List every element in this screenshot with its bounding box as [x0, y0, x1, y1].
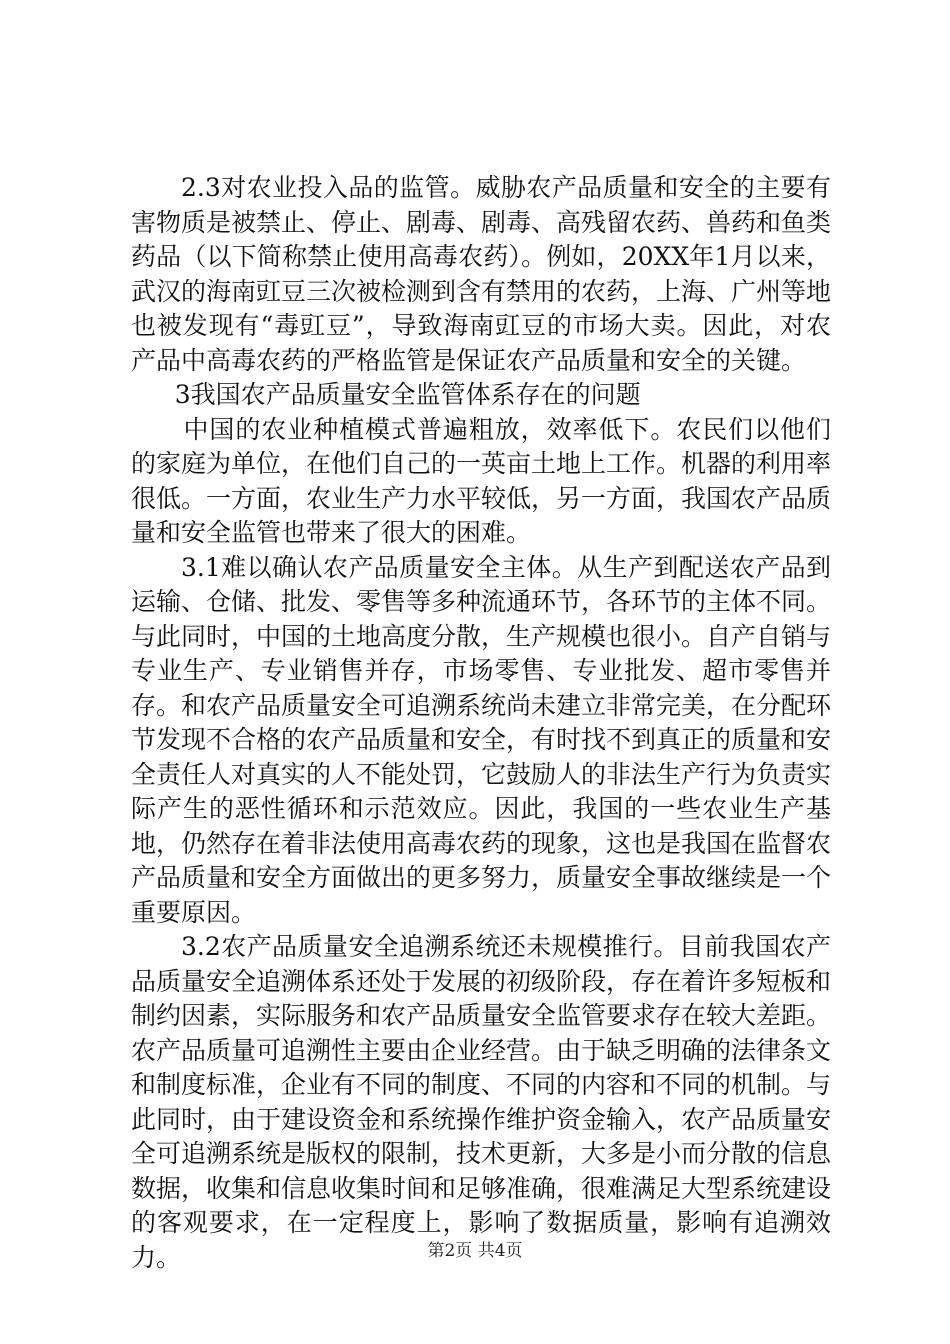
paragraph-intro-3: 中国的农业种植模式普遍粗放，效率低下。农民们以他们的家庭为单位，在他们自己的一英亩土地上工作。机器的利用率很低。一方面，农业生产力水平较低，另一方面，我国农产品质量和安全监管也带来了很大的困难。 [131, 414, 832, 547]
page-footer: 第2页 共4页 [427, 1241, 523, 1261]
document-body [131, 171, 831, 1275]
paragraph-2-3: 2.3对农业投入品的监管。威胁农产品质量和安全的主要有害物质是被禁止、停止、剧毒、剧毒、高残留农药、兽药和鱼类药品（以下简称禁止使用高毒农药）。例如，20XX年1月以来，武汉的海南豇豆三次被检测到含有禁用的农药，上海、广州等地也被发现有“毒豇豆”，导致海南豇豆的市场大卖。因此，对农产品中高毒农药的严格监管是保证农产品质量和安全的关键。 [131, 173, 832, 375]
paragraph-3-2: 3.2农产品质量安全追溯系统还未规模推行。目前我国农产品质量安全追溯体系还处于发展的初级阶段，存在着许多短板和制约因素，实际服务和农产品质量安全监管要求存在较大差距。农产品质量可追溯性主要由企业经营。由于缺乏明确的法律条文和制度标准，企业有不同的制度、不同的内容和不同的机制。与此同时，由于建设资金和系统操作维护资金输入，农产品质量安全可追溯系统是版权的限制，技术更新，大多是小而分散的信息数据，收集和信息收集时间和足够准确，很难满足大型系统建设的客观要求，在一定程度上，影响了数据质量，影响有追溯效力。 [131, 932, 832, 1272]
paragraph-3-1: 3.1难以确认农产品质量安全主体。从生产到配送农产品到运输、仓储、批发、零售等多种流通环节，各环节的主体不同。与此同时，中国的土地高度分散，生产规模也很小。自产自销与专业生产、专业销售并存，市场零售、专业批发、超市零售并存。和农产品质量安全可追溯系统尚未建立非常完美，在分配环节发现不合格的农产品质量和安全，有时找不到真正的质量和安全责任人对真实的人不能处罚，它鼓励人的非法生产行为负责实际产生的恶性循环和示范效应。因此，我国的一些农业生产基地，仍然存在着非法使用高毒农药的现象，这也是我国在监督农产品质量和安全方面做出的更多努力，质量安全事故继续是一个重要原因。 [131, 552, 832, 927]
section-heading-3: 3我国农产品质量安全监管体系存在的问题 [174, 380, 641, 409]
